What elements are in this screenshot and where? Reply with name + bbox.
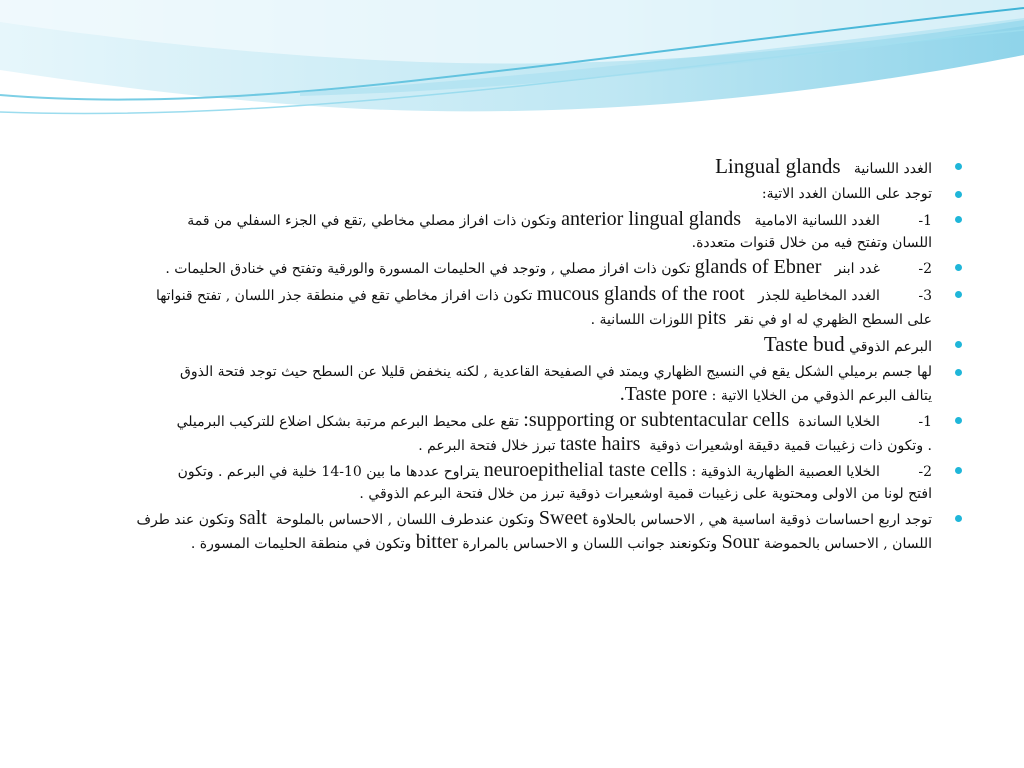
list-item [62,256,962,281]
item-text-arabic: وتكون ذات افراز مصلي مخاطي ,تقع في الجزء السفلي من قمة [187,213,557,229]
list-item [62,183,962,206]
bullet-dot [955,515,962,522]
item-text-english: glands of Ebner [694,256,822,278]
item-text-english: taste hairs [559,433,641,455]
item-text-arabic: توجد اربع احساسات ذوقية اساسية هي , الاحساس بالحلاوة [592,512,932,528]
item-number: 1- [918,414,932,430]
item-text-arabic: الخلايا الساندة [798,414,880,430]
item-text-arabic: البرعم الذوقي [849,339,932,355]
item-text-english: anterior lingual glands [561,208,742,230]
list-item [62,333,962,359]
list-item [62,208,962,254]
item-text-arabic: تبرز خلال فتحة البرعم . [418,438,556,454]
item-text-english: mucous glands of the root [536,283,745,305]
bullet-dot [955,341,962,348]
item-text-english: Taste pore. [619,383,708,405]
item-text-arabic: افتح لونا من الاولى ومحتوية على زغيبات قمية اوشعيرات ذوقية تبرز من خلال فتحة البرعم الذوقي . [359,486,932,502]
item-text-arabic: اللسان , الاحساس بالحموضة [763,536,932,552]
bullet-list [62,155,962,557]
item-text-arabic: الخلايا العصبية الظهارية الذوقية : [691,464,880,480]
item-text-arabic: يتراوح عددها ما بين 10-14 خلية في البرعم . وتكون [177,464,480,480]
item-text-arabic: تقع على محيط البرعم مرتبة بشكل اضلاع للتركيب البرميلي [176,414,519,430]
list-item [62,155,962,181]
item-text-english: bitter [415,531,458,553]
item-text-arabic: وتكون في منطقة الحليمات المسورة . [190,536,412,552]
item-text-english: Sweet [538,507,588,529]
item-text-english: Sour [721,531,760,553]
bullet-dot [955,191,962,198]
item-text-english: Lingual glands [715,154,841,178]
item-text-arabic: توجد على اللسان الغدد الاتية: [761,186,932,202]
item-text-arabic: . وتكون ذات زغيبات قمية دقيقة اوشعيرات ذوقية [649,438,932,454]
bullet-dot [955,216,962,223]
item-number: 2- [918,261,932,277]
item-text-english: pits [697,307,727,329]
item-text-arabic: الغدد اللسانية [853,161,932,177]
item-text-arabic: اللوزات اللسانية . [590,312,693,328]
item-text-arabic: وتكونعند جوانب اللسان و الاحساس بالمرارة [462,536,718,552]
item-text-english: salt [239,507,267,529]
item-number: 2- [918,464,932,480]
item-number: 3- [918,288,932,304]
list-item [62,459,962,505]
item-text-arabic: غدد ابنر [834,261,880,277]
item-text-english: supporting or subtentacular cells: [523,409,790,431]
bullet-dot [955,417,962,424]
list-item [62,409,962,457]
item-text-arabic: وتكون عندطرف اللسان , الاحساس بالملوحة [275,512,535,528]
item-text-english: Taste bud [763,332,845,356]
bullet-dot [955,467,962,474]
list-item [62,361,962,407]
item-text-arabic: تكون ذات افراز مصلي , وتوجد في الحليمات المسورة والورقية وتفتح في خنادق الحليمات . [165,261,691,277]
bullet-dot [955,264,962,271]
item-text-arabic: على السطح الظهري له او في نقر [735,312,932,328]
item-text-arabic: الغدد اللسانية الامامية [754,213,880,229]
bullet-dot [955,369,962,376]
item-number: 1- [918,213,932,229]
list-item [62,507,962,555]
bullet-dot [955,291,962,298]
item-text-arabic: لها جسم برميلي الشكل يقع في النسيج الظهاري ويمتد في الصفيحة القاعدية , لكنه ينخفض قليلا عن السطح حيث توجد فتحة الذوق [180,364,932,380]
item-text-english: neuroepithelial taste cells [483,459,687,481]
item-text-arabic: الغدد المخاطية للجذر [758,288,880,304]
list-item [62,283,962,331]
item-text-arabic: وتكون عند طرف [136,512,235,528]
item-text-arabic: يتالف البرعم الذوقي من الخلايا الاتية : [711,388,932,404]
item-text-arabic: تكون ذات افراز مخاطي تقع في منطقة جذر اللسان , تفتح قنواتها [155,288,533,304]
header-wave-decoration [0,0,1024,150]
item-text-arabic: اللسان وتفتح فيه من خلال قنوات متعددة. [691,235,932,251]
bullet-dot [955,163,962,170]
